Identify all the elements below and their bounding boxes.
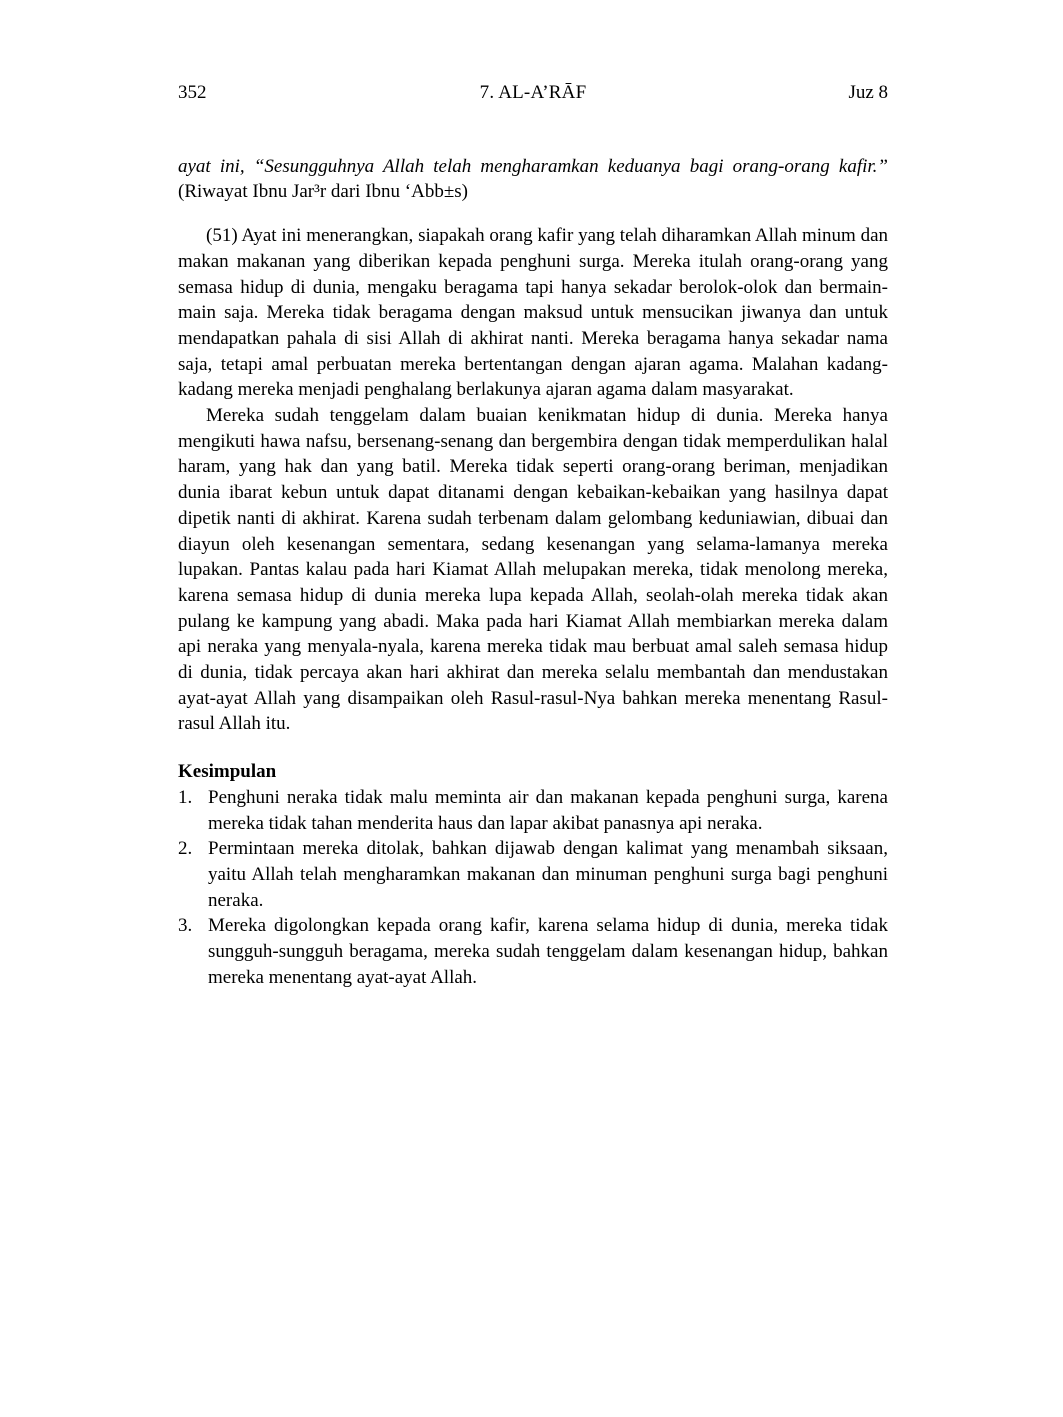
conclusion-item-1 <box>178 785 888 836</box>
commentary-paragraph-1: (51) Ayat ini menerangkan, siapakah orang kafir yang telah diharamkan Allah minum dan makan makanan yang diberikan kepada penghuni surga. Mereka itulah orang-orang yang semasa hidup di dunia, mengaku beragama tapi hanya sekadar berolok-olok dan bermain-main saja. Mereka tidak beragama dengan maksud untuk mensucikan jiwanya dan untuk mendapatkan pahala di sisi Allah di akhirat nanti. Mereka beragama hanya sekadar nama saja, tetapi amal perbuatan mereka bertentangan dengan ajaran agama. Malahan kadang-kadang mereka menjadi penghalang berlakunya ajaran agama dalam masyarakat. <box>178 225 888 401</box>
page-header <box>178 80 888 106</box>
list-item-text: Permintaan mereka ditolak, bahkan dijawab dengan kalimat yang menambah siksaan, yaitu Allah telah mengharamkan makanan dan minuman penghuni surga bagi penghuni neraka. <box>208 838 888 911</box>
conclusion-list <box>178 785 888 991</box>
juz-label: Juz 8 <box>848 82 889 103</box>
conclusion-item-3 <box>178 913 888 990</box>
list-marker: 1. <box>178 786 193 808</box>
intro-paragraph <box>178 154 888 205</box>
intro-attribution: (Riwayat Ibnu Jar³r dari Ibnu ‘Abb±s) <box>178 181 468 203</box>
page-body <box>178 154 888 991</box>
page-number: 352 <box>178 82 207 103</box>
intro-quote-text: ayat ini, “Sesungguhnya Allah telah mengharamkan keduanya bagi orang-orang kafir.” <box>178 155 888 177</box>
list-marker: 3. <box>178 915 193 937</box>
list-item-text: Penghuni neraka tidak malu meminta air dan makanan kepada penghuni surga, karena mereka tidak tahan menderita haus dan lapar akibat panasnya api neraka. <box>208 786 888 834</box>
kesimpulan-heading: Kesimpulan <box>178 761 277 783</box>
commentary-paragraph-2: Mereka sudah tenggelam dalam buaian kenikmatan hidup di dunia. Mereka hanya mengikuti hawa nafsu, bersenang-senang dan bergembira dengan tidak memperdulikan halal haram, yang hak dan yang batil. Mereka tidak seperti orang-orang beriman, menjadikan dunia ibarat kebun untuk dapat ditanami dengan kebaikan-kebaikan yang hasilnya dapat dipetik nanti di akhirat. Karena sudah terbenam dalam gelombang keduniawian, dibuai dan diayun oleh kesenangan sementara, sedang kesenangan yang selama-lamanya mereka lupakan. Pantas kalau pada hari Kiamat Allah melupakan mereka, tidak menolong mereka, karena semasa hidup di dunia mereka lupa kepada Allah, seolah-olah mereka tidak akan pulang ke kampung yang abadi. Maka pada hari Kiamat Allah membiarkan mereka dalam api neraka yang menyala-nyala, karena mereka tidak mau berbuat amal saleh semasa hidup di dunia, tidak percaya akan hari akhirat dan mereka selalu membantah dan mendustakan ayat-ayat Allah yang disampaikan oleh Rasul-rasul-Nya bahkan mereka menentang Rasul-rasul Allah itu. <box>178 405 888 735</box>
conclusion-item-2 <box>178 836 888 913</box>
list-item-text: Mereka digolongkan kepada orang kafir, karena selama hidup di dunia, mereka tidak sungguh-sungguh beragama, mereka sudah tenggelam dalam kesenangan hidup, bahkan mereka menentang ayat-ayat Allah. <box>208 915 888 988</box>
list-marker: 2. <box>178 838 193 860</box>
surah-title: 7. AL-A’RĀF <box>479 82 587 103</box>
